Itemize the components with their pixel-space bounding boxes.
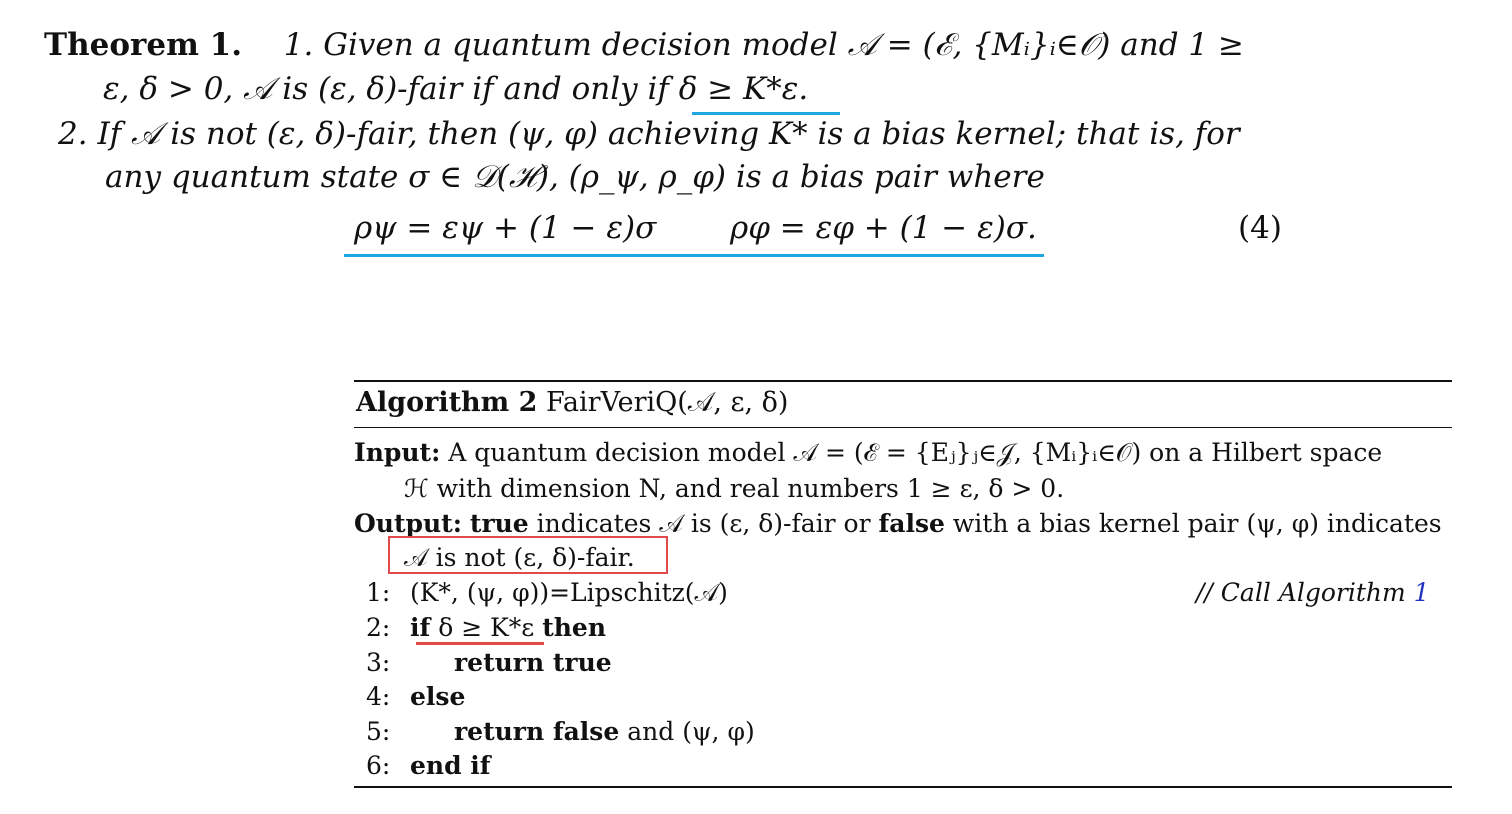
step-1-comment (1196, 580, 1430, 605)
step-2 (366, 615, 606, 640)
keyword-then: then (542, 613, 607, 642)
equation-right: ρφ = εφ + (1 − ε)σ. (730, 210, 1037, 246)
red-box-annotation (388, 536, 668, 574)
step-4 (366, 684, 465, 709)
step-number: 6: (366, 751, 391, 780)
step-number: 5: (366, 717, 391, 746)
step-1 (366, 580, 728, 605)
input-text-1: A quantum decision model 𝒜 = (ℰ = {Eⱼ}ⱼ∈𝒥, {Mᵢ}ᵢ∈𝒪) on a Hilbert space (448, 438, 1383, 467)
keyword-else: else (410, 682, 466, 711)
comment-text: // Call Algorithm (1196, 578, 1406, 607)
input-line-2: ℋ with dimension N, and real numbers 1 ≥ ε, δ > 0. (404, 474, 1065, 503)
keyword-end-if: end if (410, 751, 491, 780)
item-1-line-2: ε, δ > 0, 𝒜 is (ε, δ)-fair if and only if (103, 71, 679, 107)
step-number: 1: (366, 578, 391, 607)
item-2-number: 2. (58, 116, 88, 152)
blue-underline-equation (344, 254, 1044, 257)
algorithm-label: Algorithm 2 (356, 387, 538, 418)
step-text: and (ψ, φ) (619, 717, 755, 746)
red-underline-condition (416, 642, 544, 645)
theorem-line-2 (103, 71, 809, 107)
keyword-return-true: return true (454, 648, 612, 677)
theorem-line-3 (58, 116, 1240, 152)
keyword-if: if (410, 613, 431, 642)
output-line-1 (354, 511, 1442, 536)
item-1-number: 1. (283, 27, 314, 63)
output-true: true (469, 509, 529, 538)
input-label: Input: (354, 438, 441, 467)
theorem-line-1 (44, 27, 1244, 63)
theorem-label: Theorem 1. (44, 27, 243, 63)
output-label: Output: (354, 509, 462, 538)
step-number: 2: (366, 613, 391, 642)
item-2-line-2: any quantum state σ ∈ 𝒟(ℋ), (ρ_ψ, ρ_φ) is a bias pair where (105, 159, 1045, 195)
output-line-2: 𝒜 is not (ε, δ)-fair. (404, 543, 635, 572)
algorithm-mid-rule (354, 427, 1452, 428)
output-text-2: with a bias kernel pair (ψ, φ) indicates (944, 509, 1442, 538)
algorithm-name: FairVeriQ(𝒜, ε, δ) (546, 387, 789, 418)
highlighted-condition: δ ≥ K*ε. (678, 71, 809, 107)
step-condition: δ ≥ K*ε (438, 613, 535, 642)
item-1-line-1: Given a quantum decision model 𝒜 = (ℰ, {Mᵢ}ᵢ∈𝒪) and 1 ≥ (323, 27, 1244, 63)
keyword-return-false: return false (454, 717, 620, 746)
algorithm-ref-link[interactable]: 1 (1413, 578, 1430, 607)
theorem-line-4 (105, 159, 1045, 195)
output-text-1: indicates 𝒜 is (ε, δ)-fair or (528, 509, 879, 538)
equation-number: (4) (1238, 210, 1282, 246)
step-6 (366, 753, 491, 778)
input-line-1 (354, 440, 1382, 465)
algorithm-bottom-rule (354, 786, 1452, 788)
algorithm-caption (356, 389, 788, 416)
blue-underline-condition (692, 112, 840, 115)
step-3 (366, 650, 612, 675)
step-number: 3: (366, 648, 391, 677)
step-5 (366, 719, 755, 744)
output-false: false (878, 509, 945, 538)
item-2-line-1: If 𝒜 is not (ε, δ)-fair, then (ψ, φ) achieving K* is a bias kernel; that is, for (97, 116, 1240, 152)
equation-left: ρψ = εψ + (1 − ε)σ (354, 210, 657, 246)
algorithm-top-rule (354, 380, 1452, 382)
step-number: 4: (366, 682, 391, 711)
step-text: (K*, (ψ, φ))=Lipschitz(𝒜) (410, 578, 728, 607)
